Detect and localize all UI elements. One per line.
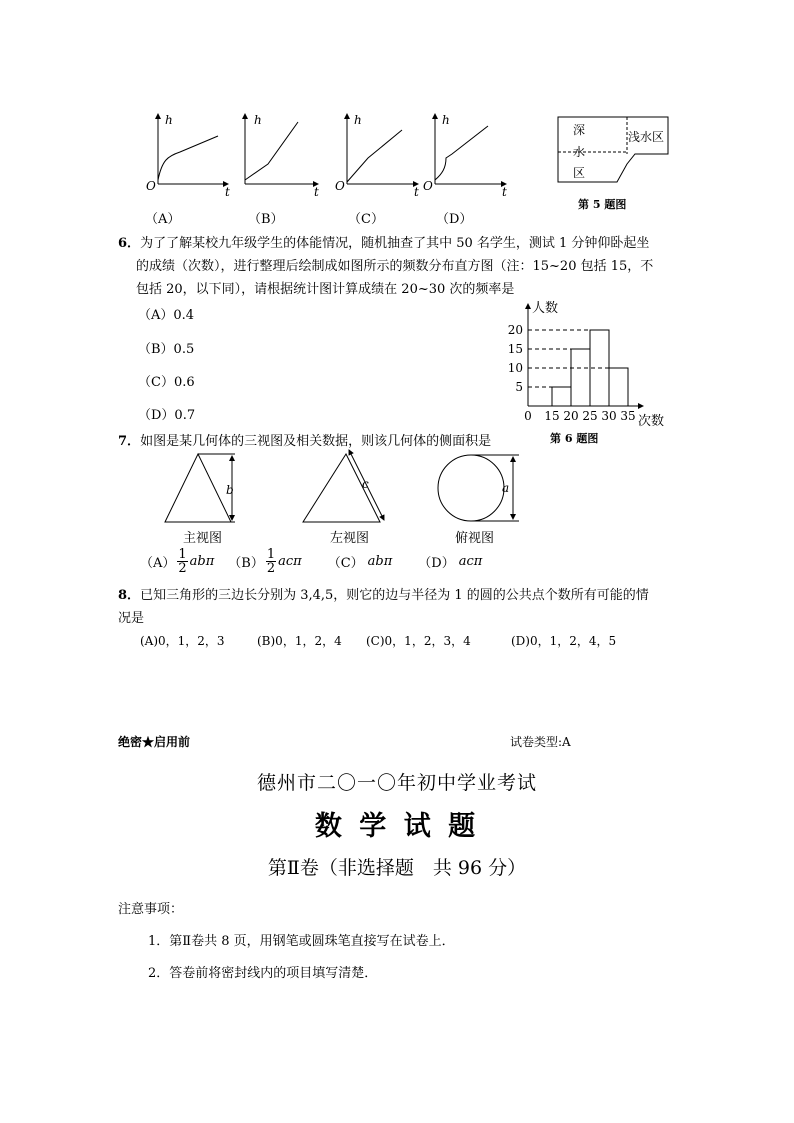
svg-text:浅水区: 浅水区 — [628, 130, 665, 144]
q8-number: 8 — [118, 588, 128, 603]
q5-pool-diagram — [555, 114, 675, 186]
q8-text-line1: 已知三角形的三边长分别为 3,4,5，则它的边与半径为 1 的圆的公共点个数所有可能的情 — [140, 588, 649, 603]
svg-text:t: t — [414, 185, 419, 198]
y-tick-label: 10 — [507, 361, 523, 375]
q7-three-views — [155, 448, 535, 550]
svg-text:b: b — [226, 483, 234, 497]
svg-text:俯视图: 俯视图 — [455, 531, 495, 546]
secret-label: 绝密★启用前 — [118, 735, 191, 749]
subject-title: 数 学 试 题 — [314, 811, 480, 842]
q7-option-d-label: （D） — [418, 555, 455, 571]
q7-text: 如图是某几何体的三视图及相关数据，则该几何体的侧面积是 — [140, 434, 492, 449]
q6-option-b: （B）0.5 — [138, 342, 195, 357]
q7-question: 7．如图是某几何体的三视图及相关数据，则该几何体的侧面积是 — [118, 434, 492, 449]
histogram-bar — [571, 349, 590, 406]
graph-c — [335, 113, 419, 198]
q6-option-d: （D）0.7 — [138, 408, 196, 423]
q6-text-line1: 为了了解某校九年级学生的体能情况，随机抽查了其中 50 名学生，测试 1 分钟仰卧起坐 — [140, 236, 650, 251]
q6-number: 6 — [118, 236, 128, 251]
svg-text:t: t — [314, 185, 319, 198]
svg-text:h: h — [165, 113, 173, 127]
x-tick-label: 0 — [524, 409, 532, 423]
svg-text:O: O — [146, 179, 156, 193]
x-tick-label: 25 — [582, 409, 598, 423]
svg-text:t: t — [225, 185, 230, 198]
y-tick-label: 20 — [507, 323, 523, 337]
graph-d — [423, 113, 507, 198]
q7-option-a-expr: abπ — [189, 553, 215, 569]
q7-option-c-expr: abπ — [367, 553, 393, 569]
q6-text-line2: 的成绩（次数），进行整理后绘制成如图所示的频数分布直方图（注：15~20 包括 15，不 — [136, 259, 654, 274]
graph-a — [146, 113, 230, 198]
q5-option-a: （A） — [145, 212, 181, 227]
exam-title: 德州市二〇一〇年初中学业考试 — [256, 772, 537, 794]
q7-option-b-label: （B） — [228, 555, 264, 571]
q7-option-b-fraction: $\frac{1}{2}$ — [266, 546, 276, 576]
q7-option-a-fraction: $\frac{1}{2}$ — [178, 546, 187, 576]
q6-question: 6．为了了解某校九年级学生的体能情况，随机抽查了其中 50 名学生，测试 1 分钟仰卧起坐 的成绩（次数），进行整理后绘制成如图所示的频数分布直方图（注：15~20 包括 15，不 包括 20，以下同），请根据统计图计算成绩在 20~30 次的频率是 — [118, 236, 654, 297]
q6-text-line3: 包括 20，以下同），请根据统计图计算成绩在 20~30 次的频率是 — [136, 282, 515, 297]
x-tick-label: 35 — [620, 409, 636, 423]
q5-option-d: （D） — [436, 212, 473, 227]
histogram-xlabel: 次数 — [638, 414, 665, 429]
histogram-bar — [609, 368, 628, 406]
svg-text:a: a — [502, 481, 510, 495]
q5-caption: 第 5 题图 — [578, 198, 627, 211]
y-tick-label: 15 — [507, 342, 523, 356]
x-tick-label: 30 — [601, 409, 617, 423]
note-1: 1．第Ⅱ卷共 8 页，用钢笔或圆珠笔直接写在试卷上． — [148, 934, 455, 949]
q7-option-a-label: （A） — [140, 555, 176, 571]
q6-histogram — [500, 298, 675, 430]
top-view-circle — [438, 455, 519, 521]
q8-option-b: (B)0，1，2，4 — [257, 634, 342, 648]
graph-b — [245, 113, 319, 198]
q8-option-d: (D)0，1，2，4，5 — [511, 634, 617, 648]
svg-text:c: c — [362, 477, 369, 491]
front-view-triangle — [165, 454, 235, 522]
q7-options — [140, 544, 482, 578]
svg-text:水: 水 — [573, 145, 586, 159]
q8-text-line2: 况是 — [118, 611, 145, 626]
x-tick-label: 15 — [544, 409, 560, 423]
histogram-bar — [552, 387, 571, 406]
histogram-ylabel: 人数 — [532, 301, 559, 316]
svg-text:左视图: 左视图 — [330, 531, 370, 546]
q7-option-b-expr: acπ — [278, 553, 302, 569]
paper-type: 试卷类型:A — [510, 735, 571, 749]
q7-option-d-expr: acπ — [458, 553, 483, 569]
q5-option-c: （C） — [348, 212, 384, 227]
svg-text:O: O — [423, 179, 433, 193]
svg-text:O: O — [335, 179, 345, 193]
histogram-axes — [528, 304, 643, 406]
q5-option-b: （B） — [248, 212, 284, 227]
q7-number: 7 — [118, 434, 128, 449]
svg-text:h: h — [442, 113, 450, 127]
svg-text:t: t — [502, 185, 507, 198]
side-view-triangle — [303, 450, 384, 522]
q8-question: 8．已知三角形的三边长分别为 3,4,5，则它的边与半径为 1 的圆的公共点个数所有可能的情 况是 — [118, 588, 649, 626]
section-title: 第Ⅱ卷（非选择题 共 96 分） — [267, 857, 527, 879]
svg-text:h: h — [254, 113, 262, 127]
q7-option-c-label: （C） — [327, 555, 364, 571]
notes-title: 注意事项： — [118, 902, 184, 917]
q8-option-a: (A)0，1，2，3 — [140, 634, 225, 648]
note-2: 2．答卷前将密封线内的项目填写清楚． — [148, 966, 378, 981]
svg-text:主视图: 主视图 — [183, 531, 223, 546]
q8-option-c: (C)0，1，2，3，4 — [366, 634, 471, 648]
y-tick-label: 5 — [515, 380, 523, 394]
q6-option-a: （A）0.4 — [138, 308, 195, 323]
q6-caption: 第 6 题图 — [550, 432, 599, 445]
q5-graphs — [140, 108, 530, 198]
svg-text:深: 深 — [573, 123, 586, 137]
q6-option-c: （C）0.6 — [138, 375, 195, 390]
svg-text:区: 区 — [573, 166, 586, 180]
x-tick-label: 20 — [563, 409, 579, 423]
svg-text:h: h — [354, 113, 362, 127]
